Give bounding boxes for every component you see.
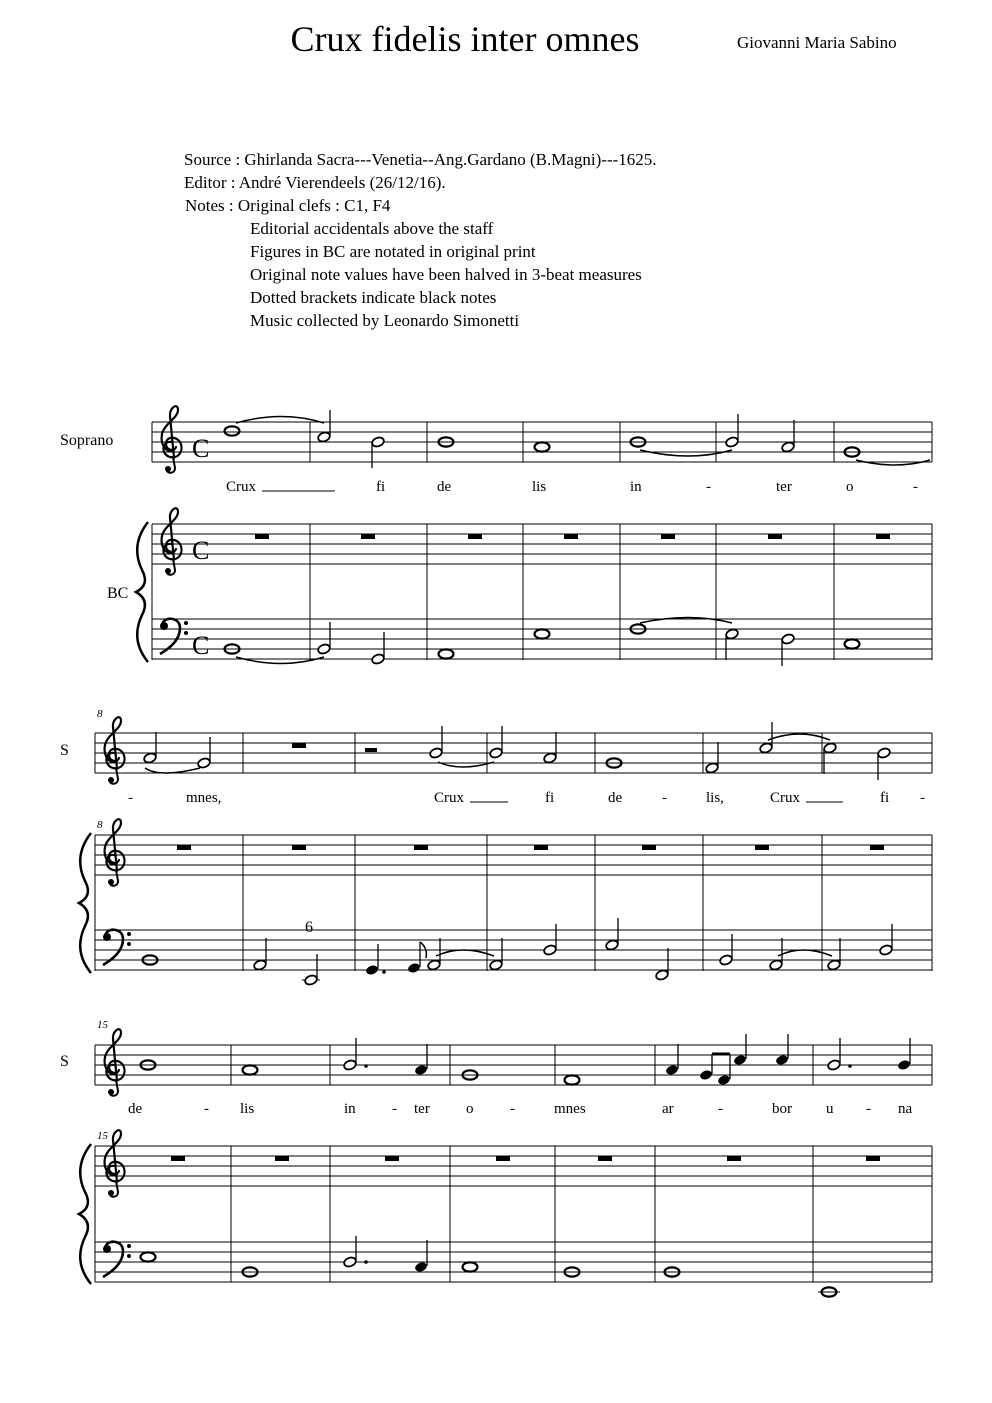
part-label-soprano: S	[60, 742, 69, 759]
note	[775, 1054, 789, 1066]
system-3	[60, 1019, 932, 1297]
system-2	[60, 708, 932, 986]
rest	[292, 743, 306, 748]
brace-icon	[136, 522, 148, 662]
half-rest	[365, 748, 377, 752]
note	[605, 939, 619, 951]
treble-clef-icon	[105, 1029, 125, 1096]
note	[543, 752, 557, 764]
svg-text:-: -	[392, 1101, 397, 1117]
note	[897, 1059, 911, 1071]
svg-text:ter: ter	[776, 479, 792, 495]
svg-text:-: -	[128, 790, 133, 806]
part-label-bc: BC	[107, 585, 129, 602]
bar-number: 15	[97, 1130, 108, 1142]
note	[823, 742, 837, 754]
svg-text:-: -	[662, 790, 667, 806]
note	[439, 649, 454, 658]
note	[565, 1075, 580, 1084]
note	[463, 1262, 478, 1271]
treble-clef-icon	[162, 406, 182, 473]
brace-icon	[79, 833, 91, 973]
svg-text:Crux: Crux	[434, 790, 464, 806]
treble-clef-icon	[105, 819, 125, 886]
note	[343, 1256, 357, 1268]
svg-text:ter: ter	[414, 1101, 430, 1117]
svg-text:in: in	[344, 1101, 356, 1117]
svg-text:-: -	[510, 1101, 515, 1117]
note	[225, 426, 240, 435]
note	[429, 747, 443, 759]
note	[197, 757, 211, 769]
tie	[640, 450, 732, 456]
svg-text:-: -	[706, 479, 711, 495]
svg-text:de: de	[437, 479, 452, 495]
treble-clef-icon	[105, 717, 125, 784]
note-brackets: Dotted brackets indicate black notes	[250, 288, 497, 307]
svg-text:Crux: Crux	[770, 790, 800, 806]
note	[407, 962, 421, 974]
note	[877, 747, 891, 759]
note	[705, 762, 719, 774]
treble-clef-icon	[162, 508, 182, 575]
rests	[255, 534, 890, 539]
svg-text:na: na	[898, 1101, 913, 1117]
note	[489, 959, 503, 971]
rests	[171, 1156, 880, 1161]
note	[781, 633, 795, 645]
lyrics-1	[226, 479, 918, 495]
note-figures: Figures in BC are notated in original print	[250, 242, 536, 261]
note	[243, 1065, 258, 1074]
figured-bass: 6	[305, 919, 313, 936]
svg-text:u: u	[826, 1101, 834, 1117]
svg-text:mnes: mnes	[554, 1101, 586, 1117]
note	[719, 954, 733, 966]
svg-text:lis,: lis,	[706, 790, 724, 806]
svg-text:-: -	[920, 790, 925, 806]
svg-text:fi: fi	[545, 790, 555, 806]
note	[317, 431, 331, 443]
svg-text:o: o	[846, 479, 854, 495]
note-accidentals: Editorial accidentals above the staff	[250, 219, 494, 238]
piece-title: Crux fidelis inter omnes	[290, 19, 640, 59]
note	[717, 1074, 731, 1086]
svg-text:fi: fi	[376, 479, 386, 495]
svg-text:de: de	[128, 1101, 143, 1117]
note	[655, 969, 669, 981]
note	[879, 944, 893, 956]
note	[845, 639, 860, 648]
svg-text:de: de	[608, 790, 623, 806]
note	[535, 629, 550, 638]
bar-number: 15	[97, 1019, 108, 1031]
svg-text:lis: lis	[240, 1101, 255, 1117]
bar-number: 8	[97, 708, 103, 720]
note	[535, 442, 550, 451]
svg-text:-: -	[913, 479, 918, 495]
note	[371, 436, 385, 448]
note	[317, 643, 331, 655]
note	[781, 441, 795, 453]
composer-name: Giovanni Maria Sabino	[737, 33, 897, 52]
note	[769, 959, 783, 971]
svg-text:-: -	[718, 1101, 723, 1117]
note-clefs: Notes : Original clefs : C1, F4	[185, 196, 391, 215]
note	[304, 974, 318, 986]
note	[699, 1069, 713, 1081]
note	[489, 747, 503, 759]
svg-text:ar: ar	[662, 1101, 674, 1117]
svg-text:Crux: Crux	[226, 479, 256, 495]
note	[343, 1059, 357, 1071]
system-1	[60, 406, 932, 666]
svg-text:o: o	[466, 1101, 474, 1117]
part-label-soprano: S	[60, 1053, 69, 1070]
time-signature: C	[192, 631, 210, 660]
svg-text:mnes,: mnes,	[186, 790, 222, 806]
lyrics-2	[128, 790, 925, 806]
note	[143, 752, 157, 764]
time-signature: C	[192, 536, 210, 565]
note	[427, 959, 441, 971]
soprano-staff	[95, 1045, 932, 1085]
note-source: Source : Ghirlanda Sacra---Venetia--Ang.Gardano (B.Magni)---1625.	[184, 150, 657, 169]
note	[141, 1252, 156, 1261]
note	[665, 1064, 679, 1076]
rests	[177, 845, 884, 850]
note	[371, 653, 385, 665]
note	[827, 959, 841, 971]
svg-text:-: -	[866, 1101, 871, 1117]
note-values: Original note values have been halved in 3-beat measures	[250, 265, 642, 284]
note	[725, 628, 739, 640]
brace-icon	[79, 1144, 91, 1284]
note	[365, 964, 379, 976]
note	[759, 742, 773, 754]
bc-bass-staff	[95, 1242, 932, 1282]
note	[543, 944, 557, 956]
svg-text:fi: fi	[880, 790, 890, 806]
svg-text:lis: lis	[532, 479, 547, 495]
svg-text:in: in	[630, 479, 642, 495]
lyrics-3	[128, 1101, 913, 1117]
note	[414, 1064, 428, 1076]
time-signature: C	[192, 434, 210, 463]
note	[725, 436, 739, 448]
bar-number: 8	[97, 819, 103, 831]
note	[414, 1261, 428, 1273]
svg-text:bor: bor	[772, 1101, 792, 1117]
part-label-soprano: Soprano	[60, 432, 114, 449]
note	[827, 1059, 841, 1071]
note-editor: Editor : André Vierendeels (26/12/16).	[184, 173, 446, 192]
soprano-staff	[95, 733, 932, 773]
note	[253, 959, 267, 971]
svg-text:-: -	[204, 1101, 209, 1117]
note	[733, 1054, 747, 1066]
note-collected: Music collected by Leonardo Simonetti	[250, 311, 520, 330]
